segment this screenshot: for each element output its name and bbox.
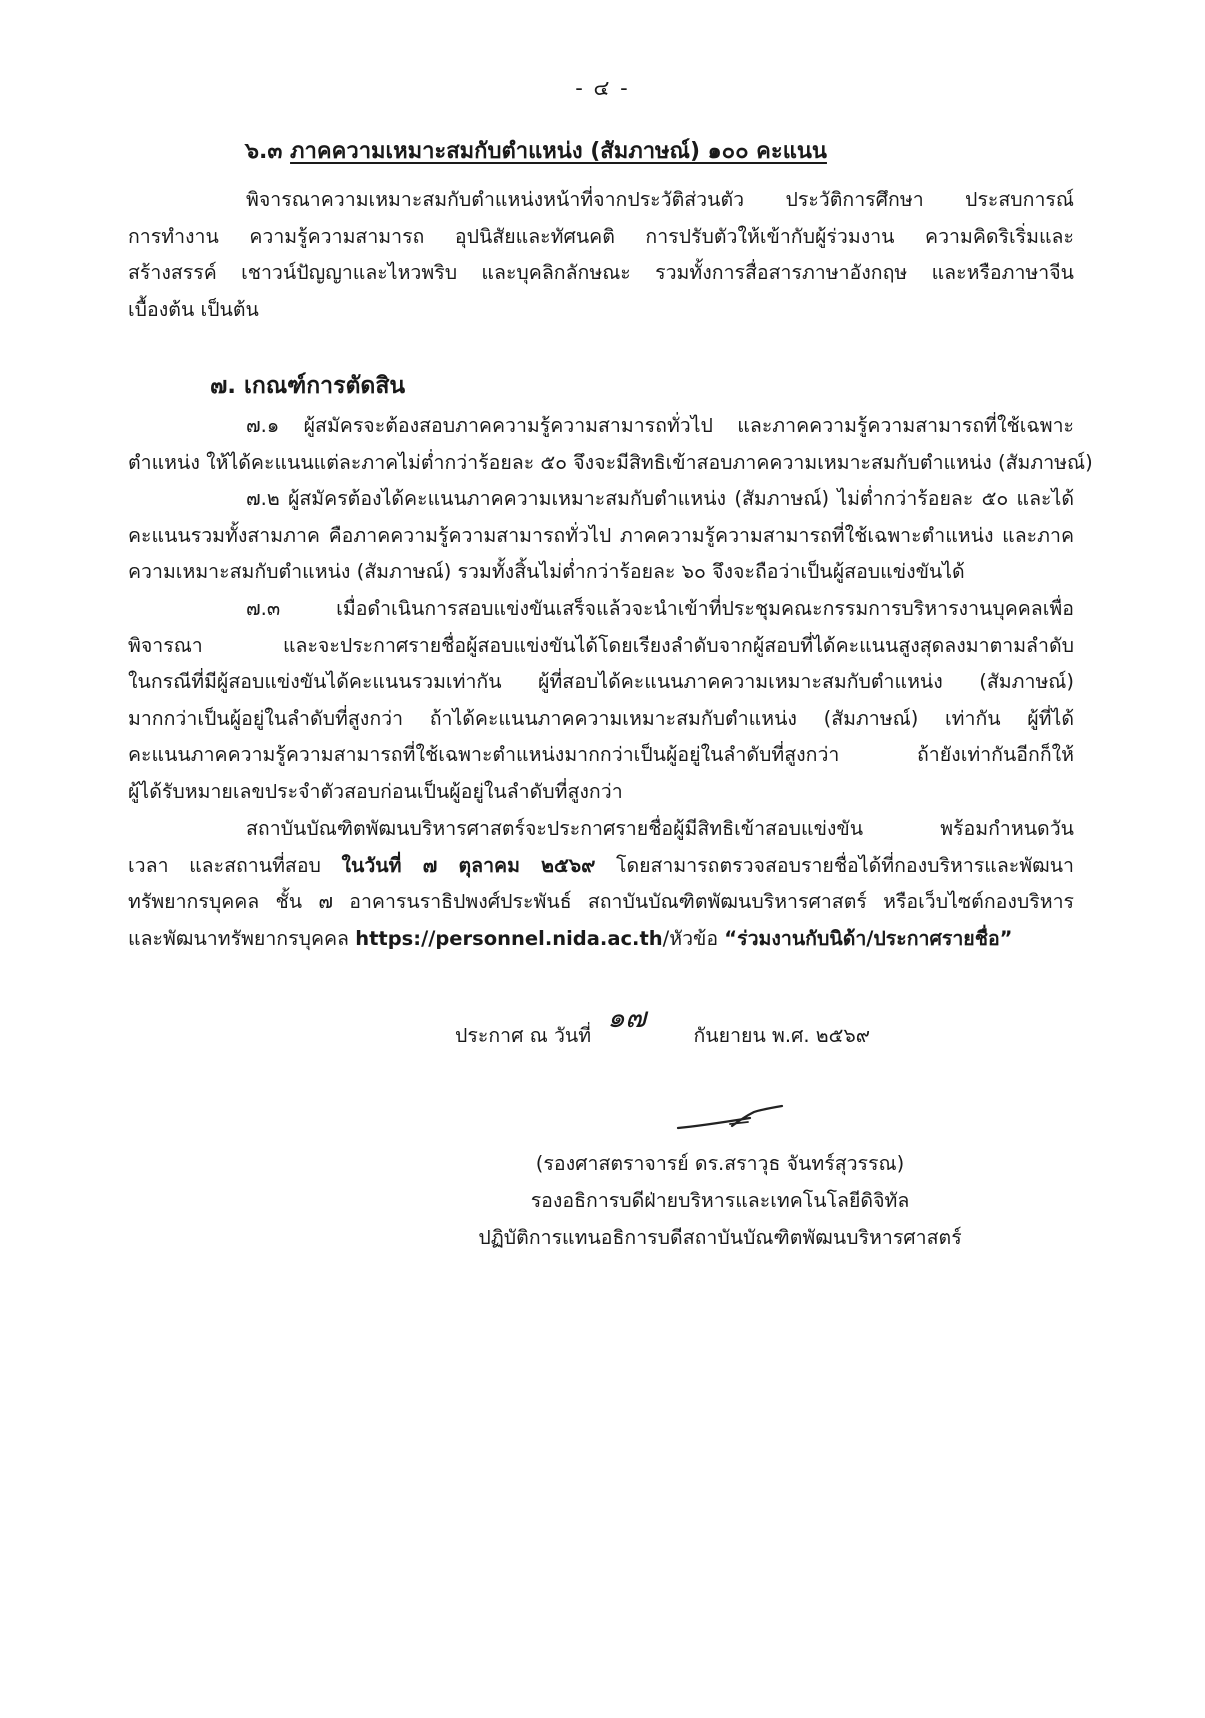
section-7-2 <box>128 481 1074 591</box>
announce-date-prefix: ประกาศ ณ วันที่ <box>455 1024 592 1047</box>
signatory-block <box>440 1145 1000 1256</box>
section-7-1 <box>128 408 1093 481</box>
text-line: สถาบันบัณฑิตพัฒนบริหารศาสตร์จะประกาศรายชื่อผู้มีสิทธิเข้าสอบแข่งขัน พร้อมกำหนดวัน <box>246 817 1074 840</box>
announce-month-year: กันยายน พ.ศ. ๒๕๖๙ <box>693 1024 871 1047</box>
text-line <box>128 848 1074 885</box>
section-7-heading: ๗. เกณฑ์การตัดสิน <box>210 373 406 399</box>
page-number: - ๔ - <box>575 76 630 100</box>
website-url: https://personnel.nida.ac.th <box>355 926 663 950</box>
website-topic: “ร่วมงานกับนิด้า/ประกาศรายชื่อ” <box>724 926 1013 950</box>
text-line: สร้างสรรค์ เชาวน์ปัญญาและไหวพริบ และบุคลิกลักษณะ รวมทั้งการสื่อสารภาษาอังกฤษ และหรือภาษาจีน <box>128 261 1074 284</box>
signatory-position: รองอธิการบดีฝ่ายบริหารและเทคโนโลยีดิจิทัล <box>530 1189 910 1212</box>
section-6-3-number: ๖.๓ <box>245 139 283 164</box>
section-6-3-heading <box>245 133 827 168</box>
text-segment: และพัฒนาทรัพยากรบุคคล <box>128 926 356 950</box>
text-line: ความเหมาะสมกับตำแหน่ง (สัมภาษณ์) รวมทั้งสิ้นไม่ต่ำกว่าร้อยละ ๖๐ จึงจะถือว่าเป็นผู้สอบแข่งขันได้ <box>128 560 965 583</box>
handwritten-day: ๑๗ <box>607 1001 647 1034</box>
text-line: ๗.๒ ผู้สมัครต้องได้คะแนนภาคความเหมาะสมกับตำแหน่ง (สัมภาษณ์) ไม่ต่ำกว่าร้อยละ ๕๐ และได้ <box>246 487 1074 510</box>
text-line: ๗.๑ ผู้สมัครจะต้องสอบภาคความรู้ความสามารถทั่วไป และภาคความรู้ความสามารถที่ใช้เฉพาะ <box>246 414 1074 437</box>
text-line <box>128 921 1074 958</box>
text-line: เบื้องต้น เป็นต้น <box>128 297 259 321</box>
section-6-3-title: ภาคความเหมาะสมกับตำแหน่ง (สัมภาษณ์) ๑๐๐ คะแนน <box>290 139 827 164</box>
signatory-acting: ปฏิบัติการแทนอธิการบดีสถาบันบัณฑิตพัฒนบริหารศาสตร์ <box>478 1226 962 1249</box>
announcement-paragraph <box>128 811 1074 957</box>
section-6-3-body <box>128 182 1074 328</box>
signatory-name: (รองศาสตราจารย์ ดร.สราวุธ จันทร์สุวรรณ) <box>535 1152 905 1175</box>
text-line: ผู้ได้รับหมายเลขประจำตัวสอบก่อนเป็นผู้อยู่ในลำดับที่สูงกว่า <box>128 779 623 803</box>
exam-date: ในวันที่ ๗ ตุลาคม ๒๕๖๙ <box>341 853 596 877</box>
text-line: ในกรณีที่มีผู้สอบแข่งขันได้คะแนนรวมเท่ากัน ผู้ที่สอบได้คะแนนภาคความเหมาะสมกับตำแหน่ง (สัมภาษณ์) <box>128 670 1074 693</box>
signature-image <box>670 1100 790 1140</box>
text-line: ทรัพยากรบุคคล ชั้น ๗ อาคารนราธิปพงศ์ประพันธ์ สถาบันบัณฑิตพัฒนบริหารศาสตร์ หรือเว็บไซต์กองบริหาร <box>128 890 1074 913</box>
section-7-3 <box>128 591 1074 810</box>
announce-date <box>455 1001 871 1051</box>
text-line: การทำงาน ความรู้ความสามารถ อุปนิสัยและทัศนคติ การปรับตัวให้เข้ากับผู้ร่วมงาน ความคิดริเริ่มและ <box>128 224 1074 248</box>
text-line: พิจารณาความเหมาะสมกับตำแหน่งหน้าที่จากประวัติส่วนตัว ประวัติการศึกษา ประสบการณ์ <box>246 188 1074 211</box>
text-line: คะแนนภาคความรู้ความสามารถที่ใช้เฉพาะตำแหน่งมากกว่าเป็นผู้อยู่ในลำดับที่สูงกว่า ถ้ายังเท่ากันอีกก็ให้ <box>128 743 1074 766</box>
text-line: มากกว่าเป็นผู้อยู่ในลำดับที่สูงกว่า ถ้าได้คะแนนภาคความเหมาะสมกับตำแหน่ง (สัมภาษณ์) เท่ากัน ผู้ที่ได้ <box>128 706 1074 730</box>
announce-day <box>597 1001 687 1042</box>
text-segment: เวลา และสถานที่สอบ <box>128 853 342 877</box>
text-line: ตำแหน่ง ให้ได้คะแนนแต่ละภาคไม่ต่ำกว่าร้อยละ ๕๐ จึงจะมีสิทธิเข้าสอบภาคความเหมาะสมกับตำแหน่ง (สัมภาษณ์) <box>128 450 1093 474</box>
text-line: คะแนนรวมทั้งสามภาค คือภาคความรู้ความสามารถทั่วไป ภาคความรู้ความสามารถที่ใช้เฉพาะตำแหน่ง และภาค <box>128 523 1074 547</box>
text-line: ๗.๓ เมื่อดำเนินการสอบแข่งขันเสร็จแล้วจะนำเข้าที่ประชุมคณะกรรมการบริหารงานบุคคลเพื่อ <box>246 597 1074 620</box>
text-segment: โดยสามารถตรวจสอบรายชื่อได้ที่กองบริหารและพัฒนา <box>595 853 1074 877</box>
text-segment: /หัวข้อ <box>662 926 725 950</box>
text-line: พิจารณา และจะประกาศรายชื่อผู้สอบแข่งขันได้โดยเรียงลำดับจากผู้สอบที่ได้คะแนนสูงสุดลงมาตามลำดับ <box>128 633 1074 657</box>
